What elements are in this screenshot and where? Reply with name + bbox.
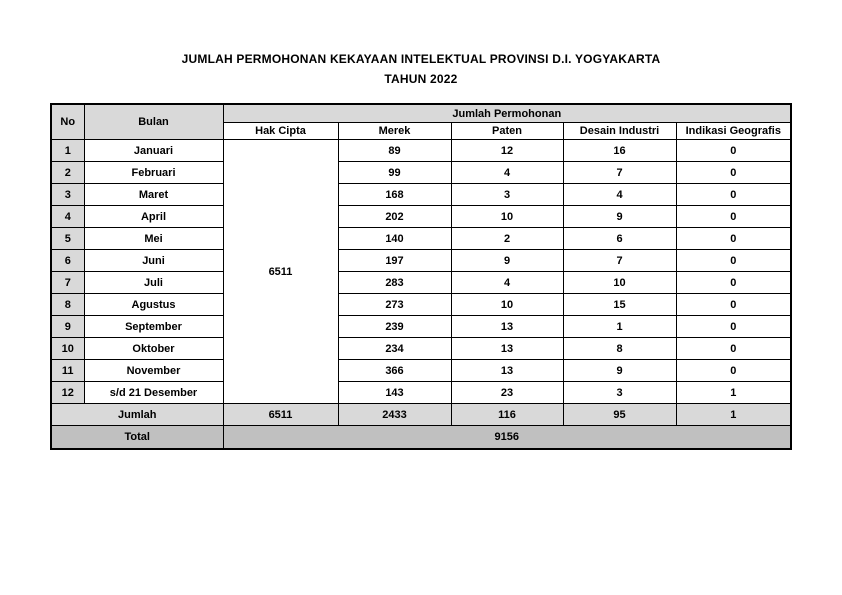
no-cell: 3	[51, 184, 84, 206]
no-cell: 5	[51, 228, 84, 250]
col-header-desain-industri: Desain Industri	[563, 123, 676, 140]
desain-industri-cell: 10	[563, 272, 676, 294]
bulan-cell: Februari	[84, 162, 223, 184]
indikasi-geografis-cell: 0	[676, 316, 791, 338]
merek-cell: 99	[338, 162, 451, 184]
merek-cell: 140	[338, 228, 451, 250]
jumlah-row	[51, 404, 791, 426]
table-row	[51, 382, 791, 404]
table-row	[51, 272, 791, 294]
col-header-bulan: Bulan	[84, 104, 223, 140]
jumlah-label-cell: Jumlah	[51, 404, 223, 426]
table-row	[51, 206, 791, 228]
col-header-merek: Merek	[338, 123, 451, 140]
table-row	[51, 228, 791, 250]
indikasi-geografis-cell: 0	[676, 162, 791, 184]
jumlah-hak-cipta-cell: 6511	[223, 404, 338, 426]
bulan-cell: Juli	[84, 272, 223, 294]
merek-cell: 197	[338, 250, 451, 272]
desain-industri-cell: 9	[563, 360, 676, 382]
bulan-cell: November	[84, 360, 223, 382]
header-row-1	[51, 104, 791, 123]
bulan-cell: Agustus	[84, 294, 223, 316]
paten-cell: 4	[451, 162, 563, 184]
desain-industri-cell: 7	[563, 250, 676, 272]
table-row	[51, 360, 791, 382]
desain-industri-cell: 6	[563, 228, 676, 250]
paten-cell: 10	[451, 206, 563, 228]
desain-industri-cell: 8	[563, 338, 676, 360]
merek-cell: 366	[338, 360, 451, 382]
no-cell: 12	[51, 382, 84, 404]
paten-cell: 3	[451, 184, 563, 206]
jumlah-indikasi-geografis-cell: 1	[676, 404, 791, 426]
merek-cell: 273	[338, 294, 451, 316]
paten-cell: 12	[451, 140, 563, 162]
no-cell: 1	[51, 140, 84, 162]
desain-industri-cell: 1	[563, 316, 676, 338]
table-row	[51, 338, 791, 360]
bulan-cell: April	[84, 206, 223, 228]
table-header	[51, 104, 791, 140]
paten-cell: 13	[451, 316, 563, 338]
indikasi-geografis-cell: 0	[676, 360, 791, 382]
merek-cell: 283	[338, 272, 451, 294]
total-label-cell: Total	[51, 426, 223, 450]
bulan-cell: Mei	[84, 228, 223, 250]
paten-cell: 9	[451, 250, 563, 272]
indikasi-geografis-cell: 0	[676, 338, 791, 360]
paten-cell: 10	[451, 294, 563, 316]
indikasi-geografis-cell: 0	[676, 294, 791, 316]
merek-cell: 239	[338, 316, 451, 338]
desain-industri-cell: 16	[563, 140, 676, 162]
indikasi-geografis-cell: 0	[676, 184, 791, 206]
bulan-cell: s/d 21 Desember	[84, 382, 223, 404]
merek-cell: 143	[338, 382, 451, 404]
desain-industri-cell: 7	[563, 162, 676, 184]
paten-cell: 13	[451, 360, 563, 382]
bulan-cell: Oktober	[84, 338, 223, 360]
no-cell: 4	[51, 206, 84, 228]
table-row	[51, 316, 791, 338]
no-cell: 8	[51, 294, 84, 316]
paten-cell: 4	[451, 272, 563, 294]
desain-industri-cell: 15	[563, 294, 676, 316]
bulan-cell: Maret	[84, 184, 223, 206]
jumlah-desain-industri-cell: 95	[563, 404, 676, 426]
total-row	[51, 426, 791, 450]
total-value-cell: 9156	[223, 426, 791, 450]
indikasi-geografis-cell: 0	[676, 250, 791, 272]
bulan-cell: Januari	[84, 140, 223, 162]
desain-industri-cell: 9	[563, 206, 676, 228]
ip-applications-table	[50, 103, 792, 450]
paten-cell: 2	[451, 228, 563, 250]
jumlah-merek-cell: 2433	[338, 404, 451, 426]
no-cell: 11	[51, 360, 84, 382]
indikasi-geografis-cell: 0	[676, 272, 791, 294]
col-header-indikasi-geografis: Indikasi Geografis	[676, 123, 791, 140]
col-header-paten: Paten	[451, 123, 563, 140]
table-row	[51, 250, 791, 272]
table-footer	[51, 404, 791, 450]
table-row	[51, 140, 791, 162]
merek-cell: 234	[338, 338, 451, 360]
indikasi-geografis-cell: 0	[676, 206, 791, 228]
table-row	[51, 162, 791, 184]
desain-industri-cell: 3	[563, 382, 676, 404]
bulan-cell: September	[84, 316, 223, 338]
indikasi-geografis-cell: 1	[676, 382, 791, 404]
no-cell: 2	[51, 162, 84, 184]
col-header-no: No	[51, 104, 84, 140]
title-line-2: TAHUN 2022	[384, 72, 458, 86]
merek-cell: 168	[338, 184, 451, 206]
bulan-cell: Juni	[84, 250, 223, 272]
merek-cell: 89	[338, 140, 451, 162]
merek-cell: 202	[338, 206, 451, 228]
col-header-hak-cipta: Hak Cipta	[223, 123, 338, 140]
no-cell: 6	[51, 250, 84, 272]
jumlah-paten-cell: 116	[451, 404, 563, 426]
no-cell: 7	[51, 272, 84, 294]
title-line-1: JUMLAH PERMOHONAN KEKAYAAN INTELEKTUAL PROVINSI D.I. YOGYAKARTA	[181, 52, 661, 66]
indikasi-geografis-cell: 0	[676, 228, 791, 250]
table-body	[51, 140, 791, 404]
paten-cell: 23	[451, 382, 563, 404]
desain-industri-cell: 4	[563, 184, 676, 206]
document-title	[0, 49, 842, 89]
col-header-jumlah-permohonan: Jumlah Permohonan	[223, 104, 791, 123]
table-row	[51, 294, 791, 316]
indikasi-geografis-cell: 0	[676, 140, 791, 162]
no-cell: 9	[51, 316, 84, 338]
table-row	[51, 184, 791, 206]
no-cell: 10	[51, 338, 84, 360]
paten-cell: 13	[451, 338, 563, 360]
hak-cipta-merged-cell: 6511	[223, 140, 338, 404]
